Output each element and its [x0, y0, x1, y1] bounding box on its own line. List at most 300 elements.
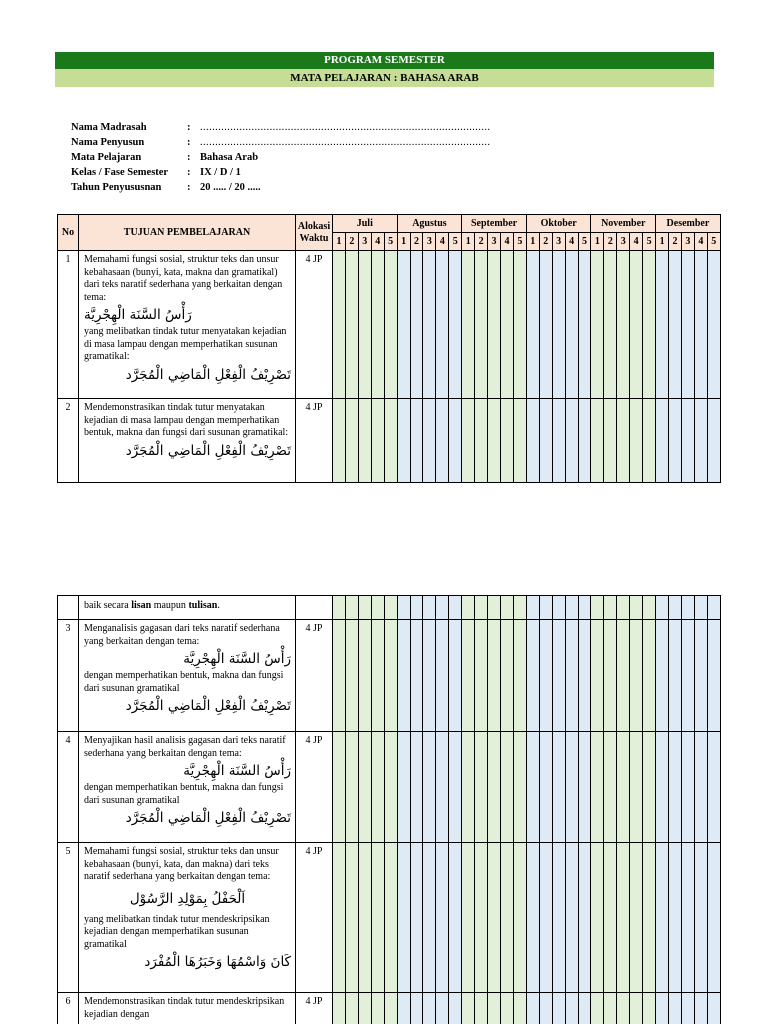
week-cell[interactable] — [604, 596, 617, 620]
table-row — [58, 251, 721, 399]
week-cell[interactable] — [552, 399, 565, 483]
tujuan-text: Menganalisis gagasan dari teks naratif sederhana yang berkaitan dengan tema: — [84, 623, 280, 647]
row-number: 5 — [58, 843, 79, 993]
week-cell[interactable] — [668, 620, 681, 732]
tujuan-text: Memahami fungsi sosial, struktur teks dan unsur kebahasaan (bunyi, kata, makna dan gramatikal) dari teks naratif sederhana yang berkaitan dengan tema: — [84, 254, 283, 303]
table-row-continued — [58, 596, 721, 620]
week-cell[interactable] — [333, 399, 346, 483]
week-cell[interactable] — [552, 993, 565, 1024]
alokasi-cell: 4 JP — [296, 399, 333, 483]
week-cell[interactable] — [694, 251, 707, 399]
week-cell[interactable] — [345, 399, 358, 483]
week-cell[interactable] — [617, 251, 630, 399]
week-number-header: 1 — [333, 233, 346, 251]
week-cell[interactable] — [410, 399, 423, 483]
week-cell[interactable] — [410, 251, 423, 399]
emphasis-text: lisan — [131, 600, 152, 611]
week-cell[interactable] — [578, 620, 591, 732]
week-number-header: 1 — [462, 233, 475, 251]
info-row-madrasah — [71, 120, 490, 135]
week-cell[interactable] — [475, 620, 488, 732]
week-cell[interactable] — [513, 732, 526, 843]
week-cell[interactable] — [578, 993, 591, 1024]
alokasi-cell: 4 JP — [296, 251, 333, 399]
week-cell[interactable] — [488, 993, 501, 1024]
col-no-header: No — [58, 215, 79, 251]
week-cell[interactable] — [358, 596, 371, 620]
week-cell[interactable] — [436, 732, 449, 843]
info-label: Kelas / Fase Semester — [71, 167, 169, 178]
week-number-header: 3 — [358, 233, 371, 251]
week-cell[interactable] — [333, 732, 346, 843]
week-cell[interactable] — [643, 620, 656, 732]
tujuan-cell — [79, 843, 296, 993]
week-cell[interactable] — [643, 993, 656, 1024]
week-cell[interactable] — [488, 596, 501, 620]
week-cell[interactable] — [565, 620, 578, 732]
week-cell[interactable] — [526, 399, 539, 483]
week-number-header: 2 — [669, 233, 682, 251]
week-number-header: 1 — [656, 233, 669, 251]
week-cell[interactable] — [617, 596, 630, 620]
info-value: Bahasa Arab — [200, 152, 259, 163]
week-cell[interactable] — [707, 993, 720, 1024]
week-cell[interactable] — [578, 843, 591, 993]
week-cell[interactable] — [371, 251, 384, 399]
week-cell[interactable] — [462, 993, 475, 1024]
week-cell[interactable] — [630, 399, 643, 483]
week-cell[interactable] — [513, 399, 526, 483]
week-cell[interactable] — [591, 620, 604, 732]
week-cell[interactable] — [617, 993, 630, 1024]
week-cell[interactable] — [617, 620, 630, 732]
week-cell[interactable] — [358, 399, 371, 483]
week-cell[interactable] — [643, 732, 656, 843]
week-cell[interactable] — [345, 993, 358, 1024]
row-number: 3 — [58, 620, 79, 732]
week-cell[interactable] — [358, 251, 371, 399]
week-cell[interactable] — [345, 732, 358, 843]
week-cell[interactable] — [681, 732, 694, 843]
week-cell[interactable] — [681, 843, 694, 993]
week-cell[interactable] — [656, 596, 669, 620]
week-cell[interactable] — [475, 843, 488, 993]
week-cell[interactable] — [694, 993, 707, 1024]
week-cell[interactable] — [371, 620, 384, 732]
week-cell[interactable] — [630, 843, 643, 993]
week-cell[interactable] — [565, 732, 578, 843]
table-row — [58, 993, 721, 1024]
week-cell[interactable] — [668, 596, 681, 620]
week-cell[interactable] — [526, 732, 539, 843]
week-cell[interactable] — [656, 843, 669, 993]
tujuan-cell — [79, 596, 296, 620]
info-row-penyusun — [71, 135, 490, 150]
week-cell[interactable] — [694, 732, 707, 843]
info-label: Mata Pelajaran — [71, 152, 142, 163]
week-cell[interactable] — [500, 993, 513, 1024]
week-cell[interactable] — [449, 732, 462, 843]
week-cell[interactable] — [591, 399, 604, 483]
info-value: IX / D / 1 — [200, 167, 241, 178]
week-cell[interactable] — [668, 993, 681, 1024]
week-cell[interactable] — [578, 251, 591, 399]
week-cell[interactable] — [462, 596, 475, 620]
week-cell[interactable] — [423, 596, 436, 620]
week-cell[interactable] — [526, 993, 539, 1024]
tujuan-text: Memahami fungsi sosial, struktur teks dan unsur kebahasaan (bunyi, kata, dan makna) dari teks naratif sederhana yang berkaitan dengan tema: — [84, 846, 279, 882]
week-cell[interactable] — [500, 843, 513, 993]
week-cell[interactable] — [449, 620, 462, 732]
week-cell[interactable] — [656, 732, 669, 843]
tujuan-text: . — [217, 600, 220, 611]
week-cell[interactable] — [436, 251, 449, 399]
week-cell[interactable] — [462, 620, 475, 732]
tujuan-text: baik secara — [84, 600, 132, 611]
week-cell[interactable] — [436, 620, 449, 732]
row-number: 4 — [58, 732, 79, 843]
week-cell[interactable] — [513, 993, 526, 1024]
week-cell[interactable] — [669, 399, 682, 483]
week-cell[interactable] — [410, 993, 423, 1024]
info-label: Nama Madrasah — [71, 122, 147, 133]
week-cell[interactable] — [436, 993, 449, 1024]
week-cell[interactable] — [449, 843, 462, 993]
week-cell[interactable] — [617, 399, 630, 483]
week-cell[interactable] — [384, 596, 397, 620]
week-cell[interactable] — [397, 993, 410, 1024]
week-cell[interactable] — [552, 251, 565, 399]
tujuan-text: maupun — [151, 600, 189, 611]
week-cell[interactable] — [656, 993, 669, 1024]
week-cell[interactable] — [552, 620, 565, 732]
week-cell[interactable] — [475, 251, 488, 399]
week-cell[interactable] — [643, 399, 656, 483]
week-cell[interactable] — [449, 596, 462, 620]
tujuan-text: dengan memperhatikan bentuk, makna dan fungsi dari susunan gramatikal — [84, 782, 284, 806]
row-number: 1 — [58, 251, 79, 399]
week-number-header: 5 — [384, 233, 397, 251]
week-cell[interactable] — [643, 843, 656, 993]
week-cell[interactable] — [397, 251, 410, 399]
week-number-header: 1 — [591, 233, 604, 251]
col-alokasi-header: Alokasi Waktu — [296, 215, 333, 251]
arabic-theme: رَأْسُ السَّنَة الْهِجْرِيَّة — [84, 307, 192, 323]
info-value: ................................................................................................ — [200, 137, 491, 148]
week-cell[interactable] — [449, 251, 462, 399]
month-header: September — [462, 215, 527, 233]
week-cell[interactable] — [565, 596, 578, 620]
week-cell[interactable] — [707, 251, 720, 399]
week-cell[interactable] — [578, 399, 591, 483]
week-cell[interactable] — [333, 993, 346, 1024]
week-cell[interactable] — [371, 993, 384, 1024]
week-cell[interactable] — [694, 399, 707, 483]
week-cell[interactable] — [539, 732, 552, 843]
week-cell[interactable] — [604, 399, 617, 483]
week-cell[interactable] — [681, 596, 694, 620]
week-cell[interactable] — [681, 251, 694, 399]
week-cell[interactable] — [410, 620, 423, 732]
week-cell[interactable] — [630, 732, 643, 843]
month-header: November — [591, 215, 656, 233]
col-tujuan-header: TUJUAN PEMBELAJARAN — [79, 215, 296, 251]
week-cell[interactable] — [513, 620, 526, 732]
week-cell[interactable] — [526, 843, 539, 993]
week-cell[interactable] — [526, 251, 539, 399]
week-cell[interactable] — [333, 596, 346, 620]
row-number: 2 — [58, 399, 79, 483]
week-cell[interactable] — [449, 399, 462, 483]
week-cell[interactable] — [526, 620, 539, 732]
week-cell[interactable] — [643, 251, 656, 399]
week-cell[interactable] — [591, 596, 604, 620]
week-cell[interactable] — [462, 251, 475, 399]
month-header: Oktober — [526, 215, 591, 233]
week-cell[interactable] — [475, 732, 488, 843]
week-cell[interactable] — [578, 596, 591, 620]
week-cell[interactable] — [630, 620, 643, 732]
week-cell[interactable] — [604, 993, 617, 1024]
arabic-theme: رَأْسُ السَّنَة الْهِجْرِيَّة — [183, 651, 291, 667]
week-number-header: 4 — [371, 233, 384, 251]
week-number-header: 2 — [604, 233, 617, 251]
arabic-theme: رَأْسُ السَّنَة الْهِجْرِيَّة — [183, 763, 291, 779]
week-cell[interactable] — [462, 843, 475, 993]
week-cell[interactable] — [643, 596, 656, 620]
week-cell[interactable] — [668, 732, 681, 843]
week-cell[interactable] — [410, 732, 423, 843]
week-number-header: 5 — [449, 233, 462, 251]
week-cell[interactable] — [488, 399, 501, 483]
week-number-header: 4 — [565, 233, 578, 251]
week-cell[interactable] — [397, 843, 410, 993]
week-cell[interactable] — [371, 399, 384, 483]
week-cell[interactable] — [694, 620, 707, 732]
week-number-header: 4 — [630, 233, 643, 251]
week-cell[interactable] — [333, 620, 346, 732]
week-cell[interactable] — [539, 399, 552, 483]
week-cell[interactable] — [371, 732, 384, 843]
week-number-header: 2 — [345, 233, 358, 251]
table-row — [58, 399, 721, 483]
alokasi-cell: 4 JP — [296, 732, 333, 843]
week-number-header: 3 — [552, 233, 565, 251]
week-cell[interactable] — [384, 732, 397, 843]
arabic-grammar: تَصْرِيْفُ الْفِعْلِ الْمَاضِي الْمُجَرَّد — [125, 366, 291, 383]
week-cell[interactable] — [475, 596, 488, 620]
week-cell[interactable] — [591, 251, 604, 399]
week-cell[interactable] — [436, 843, 449, 993]
week-cell[interactable] — [397, 596, 410, 620]
week-cell[interactable] — [410, 843, 423, 993]
week-cell[interactable] — [500, 596, 513, 620]
week-cell[interactable] — [656, 251, 669, 399]
week-cell[interactable] — [707, 596, 720, 620]
week-cell[interactable] — [513, 251, 526, 399]
week-cell[interactable] — [384, 843, 397, 993]
info-colon: : — [187, 122, 191, 133]
week-cell[interactable] — [410, 596, 423, 620]
week-cell[interactable] — [371, 596, 384, 620]
week-cell[interactable] — [539, 596, 552, 620]
week-cell[interactable] — [345, 596, 358, 620]
month-header: Desember — [656, 215, 721, 233]
week-cell[interactable] — [500, 732, 513, 843]
week-cell[interactable] — [397, 732, 410, 843]
week-number-header: 4 — [436, 233, 449, 251]
week-cell[interactable] — [694, 843, 707, 993]
week-cell[interactable] — [630, 596, 643, 620]
week-cell[interactable] — [681, 399, 694, 483]
info-row-mapel — [71, 150, 490, 165]
info-row-tahun — [71, 180, 490, 195]
week-cell[interactable] — [345, 251, 358, 399]
week-cell[interactable] — [539, 843, 552, 993]
week-cell[interactable] — [358, 993, 371, 1024]
week-cell[interactable] — [604, 620, 617, 732]
info-row-kelas — [71, 165, 490, 180]
page-title: PROGRAM SEMESTER — [55, 52, 714, 69]
row-number — [58, 596, 79, 620]
week-cell[interactable] — [565, 251, 578, 399]
week-cell[interactable] — [436, 596, 449, 620]
page-subtitle: MATA PELAJARAN : BAHASA ARAB — [55, 69, 714, 87]
tujuan-text: yang melibatkan tindak tutur mendeskripsikan kejadian dengan memperhatikan susunan gramatikal — [84, 913, 270, 950]
week-cell[interactable] — [462, 399, 475, 483]
week-cell[interactable] — [707, 620, 720, 732]
info-value: ................................................................................................ — [200, 122, 491, 133]
arabic-grammar: تَصْرِيْفُ الْفِعْلِ الْمَاضِي الْمُجَرَّد — [125, 810, 291, 826]
week-cell[interactable] — [423, 732, 436, 843]
document-info — [71, 120, 490, 195]
week-cell[interactable] — [565, 399, 578, 483]
tujuan-cell — [79, 732, 296, 843]
week-number-header: 3 — [681, 233, 694, 251]
week-number-header: 3 — [617, 233, 630, 251]
week-cell[interactable] — [617, 732, 630, 843]
arabic-grammar: تَصْرِيْفُ الْفِعْلِ الْمَاضِي الْمُجَرَّد — [125, 442, 291, 459]
week-cell[interactable] — [617, 843, 630, 993]
week-cell[interactable] — [656, 620, 669, 732]
week-cell[interactable] — [539, 251, 552, 399]
week-cell[interactable] — [384, 251, 397, 399]
week-cell[interactable] — [449, 993, 462, 1024]
week-cell[interactable] — [539, 993, 552, 1024]
info-colon: : — [187, 182, 191, 193]
week-number-header: 2 — [539, 233, 552, 251]
tujuan-text: Mendemonstrasikan tindak tutur menyatakan kejadian di masa lampau dengan memperhatikan bentuk, makna dan fungsi dari susunan gramatikal: — [84, 402, 289, 438]
week-cell[interactable] — [604, 843, 617, 993]
week-cell[interactable] — [668, 843, 681, 993]
week-cell[interactable] — [578, 732, 591, 843]
week-cell[interactable] — [513, 596, 526, 620]
week-cell[interactable] — [681, 620, 694, 732]
week-cell[interactable] — [694, 596, 707, 620]
week-cell[interactable] — [384, 993, 397, 1024]
week-cell[interactable] — [358, 620, 371, 732]
week-cell[interactable] — [488, 251, 501, 399]
week-cell[interactable] — [552, 732, 565, 843]
week-cell[interactable] — [333, 843, 346, 993]
week-cell[interactable] — [707, 843, 720, 993]
week-cell[interactable] — [423, 843, 436, 993]
week-cell[interactable] — [669, 251, 682, 399]
table-row — [58, 843, 721, 993]
alokasi-cell — [296, 596, 333, 620]
week-cell[interactable] — [423, 399, 436, 483]
info-label: Tahun Penyususnan — [71, 182, 162, 193]
tujuan-cell — [79, 620, 296, 732]
week-cell[interactable] — [475, 399, 488, 483]
week-cell[interactable] — [358, 732, 371, 843]
table-header-row — [58, 215, 721, 233]
week-cell[interactable] — [333, 251, 346, 399]
week-cell[interactable] — [707, 732, 720, 843]
table-row — [58, 620, 721, 732]
week-cell[interactable] — [604, 732, 617, 843]
week-cell[interactable] — [345, 843, 358, 993]
week-cell[interactable] — [488, 620, 501, 732]
week-cell[interactable] — [552, 843, 565, 993]
week-cell[interactable] — [397, 620, 410, 732]
alokasi-cell: 4 JP — [296, 993, 333, 1024]
week-cell[interactable] — [500, 620, 513, 732]
arabic-grammar: كَانَ وَاسْمُهَا وَخَبَرُهَا الْمُفْرَد — [144, 954, 291, 970]
week-cell[interactable] — [707, 399, 720, 483]
week-number-header: 2 — [475, 233, 488, 251]
week-cell[interactable] — [345, 620, 358, 732]
week-number-header: 1 — [526, 233, 539, 251]
week-cell[interactable] — [488, 732, 501, 843]
week-cell[interactable] — [358, 843, 371, 993]
week-cell[interactable] — [488, 843, 501, 993]
week-cell[interactable] — [565, 993, 578, 1024]
week-cell[interactable] — [630, 251, 643, 399]
week-cell[interactable] — [656, 399, 669, 483]
week-cell[interactable] — [423, 993, 436, 1024]
week-cell[interactable] — [371, 843, 384, 993]
week-cell[interactable] — [513, 843, 526, 993]
week-cell[interactable] — [384, 399, 397, 483]
week-cell[interactable] — [526, 596, 539, 620]
week-cell[interactable] — [501, 399, 514, 483]
week-number-header: 5 — [513, 233, 526, 251]
week-number-header: 5 — [707, 233, 720, 251]
info-colon: : — [187, 137, 191, 148]
week-cell[interactable] — [384, 620, 397, 732]
week-cell[interactable] — [436, 399, 449, 483]
week-cell[interactable] — [539, 620, 552, 732]
week-cell[interactable] — [397, 399, 410, 483]
week-cell[interactable] — [591, 993, 604, 1024]
week-cell[interactable] — [681, 993, 694, 1024]
week-cell[interactable] — [591, 732, 604, 843]
week-cell[interactable] — [591, 843, 604, 993]
month-header: Juli — [333, 215, 398, 233]
week-cell[interactable] — [630, 993, 643, 1024]
week-cell[interactable] — [462, 732, 475, 843]
week-cell[interactable] — [423, 251, 436, 399]
week-cell[interactable] — [423, 620, 436, 732]
week-cell[interactable] — [604, 251, 617, 399]
week-number-header: 3 — [488, 233, 501, 251]
week-cell[interactable] — [552, 596, 565, 620]
arabic-grammar: تَصْرِيْفُ الْفِعْلِ الْمَاضِي الْمُجَرَّد — [125, 698, 291, 714]
week-cell[interactable] — [501, 251, 514, 399]
week-cell[interactable] — [475, 993, 488, 1024]
week-cell[interactable] — [565, 843, 578, 993]
